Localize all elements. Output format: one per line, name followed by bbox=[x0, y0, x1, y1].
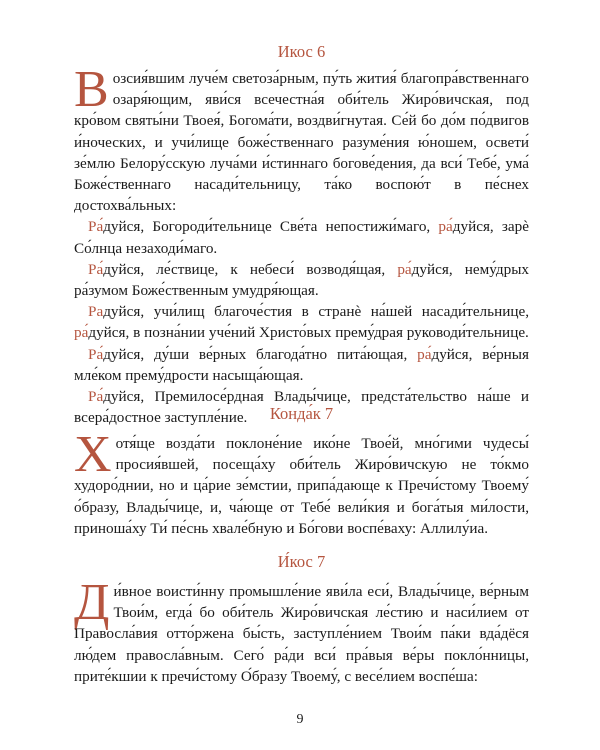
ikos6-intro bbox=[74, 61, 529, 216]
page-number: 9 bbox=[296, 712, 304, 727]
ikos6-heading: Икос 6 bbox=[277, 42, 326, 61]
ikos7-heading: И́кос 7 bbox=[277, 552, 326, 571]
ikos6-line-1: Ра́дуйся, Богороди́тельнице Све́та непостижи́маго, ра́дуйся, зарѐ Со́лнца незаходи́маго. bbox=[74, 218, 529, 257]
ikos6-line-3: Радуйся, учи́лищ благоче́стия в странѐ на́шей насади́тельнице, ра́дуйся, в позна́нии уче́ний Христо́вых прему́драя руководи́тельнице. bbox=[74, 303, 529, 342]
ikos6-section bbox=[74, 42, 529, 428]
ikos6-line-2: Ра́дуйся, ле́ствице, к небеси́ возводя́щая, ра́дуйся, нему́дрых ра́зумом Боже́ственным умудря́ющая. bbox=[74, 260, 529, 300]
ikos7-section bbox=[74, 552, 529, 687]
ikos6-line-5: Ра́дуйся, Премилосе́рдная Влады́чице, предста́тельство на́ше и всера́достное заступле́ние. bbox=[74, 388, 529, 427]
ikos6-intro-text: озсия́вшим луче́м светоза́рным, пу́ть жития́ благопра́вственнаго озаря́ющим, яви́ся всечестна́я оби́тель Жиро́вичская, под кро́вом святы́ни Твоея́, Богома́ти, воздви́гнутая. Се́й бо до́м по́двигов и́ноческих, и учи́лище боже́ственнаго разуме́ния ю́ношем, освети́ зе́млю Белору́сскую луча́ми и́стиннаго богове́дения, да вси́ Тебе́, ума́ Боже́ственнаго насади́тельницу, та́ко воспою́т в пе́снех достохва́льных: bbox=[74, 70, 529, 215]
ikos6-dropcap: В bbox=[74, 61, 109, 118]
ikos7-text bbox=[74, 574, 529, 687]
kondak7-text bbox=[74, 426, 529, 539]
kondak7-body: отя́ще возда́ти поклоне́ние ико́не Твое́й, мно́гими чудесы́ просия́вшей, посеща́ху оби́тель Жиро́вичскую не то́кмо худоро́днии, но и ца́рие зе́мстии, припа́дающе к Пречи́стому Твоему́ о́бразу, Влады́чице, и, ча́юще от Тебе́ вели́кия и бога́тыя ми́лости, принoша́ху Ти́ пе́снь хвале́бную и Бо́гови воспе́ваху: Аллилу́иа. bbox=[74, 435, 529, 537]
ikos6-line-4: Ра́дуйся, ду́ши ве́рных благода́тно пита́ющая, ра́дуйся, ве́рныя мле́ком прему́дрости насыща́ющая. bbox=[74, 345, 529, 384]
kondak7-section bbox=[74, 404, 529, 539]
kondak7-heading: Конда́к 7 bbox=[269, 404, 334, 423]
kondak7-dropcap: Х bbox=[74, 426, 112, 483]
ikos7-body: и́вное воисти́нну промышле́ние яви́ла еси́, Влады́чице, ве́рным Твои́м, егда́ бо оби́тель Жиро́вичская ле́стию и наси́лием от Правосла́вия отто́ржена бы́сть, заступле́нием Твои́м па́ки вда́дёся лю́дем правосла́вным. Сего́ ра́ди вси́ пра́выя ве́ры покло́нницы, прите́кшии к пречи́стому О́бразу Твоему́, с весе́лием воспе́ша: bbox=[74, 583, 529, 685]
ikos7-dropcap: Д bbox=[74, 574, 110, 631]
